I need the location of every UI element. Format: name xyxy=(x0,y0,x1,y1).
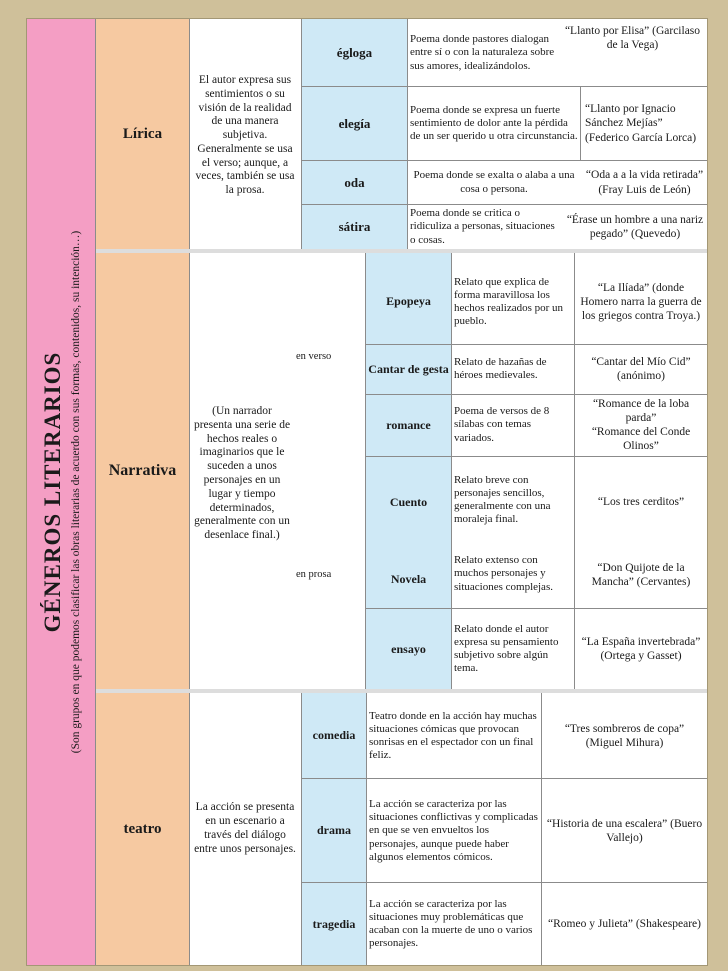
title-column xyxy=(27,19,95,965)
cuento-definition: Relato breve con personajes sencillos, generalmente con una moraleja final. xyxy=(454,473,551,526)
epopeya-definition: Relato que explica de forma maravillosa los hechos realizados por un pueblo. xyxy=(454,275,564,328)
subtitle: (Son grupos en que podemos clasificar las obras literarias de acuerdo con sus formas, contenidos, su intención…) xyxy=(70,230,82,754)
novela-definition: Relato extenso con muchos personajes y situaciones complejas. xyxy=(454,554,553,593)
genre-narrativa: Narrativa xyxy=(96,253,189,689)
comedia-definition: Teatro donde en la acción hay muchas situaciones cómicas que provocan sonrisas en el espectador con un final feliz. xyxy=(369,709,537,762)
genres-table xyxy=(26,18,708,966)
egloga-example: “Llanto por Elisa” (Garcilaso de la Vega) xyxy=(564,24,701,51)
main-title: GÉNEROS LITERARIOS xyxy=(40,351,65,633)
subgenre-elegia: elegía xyxy=(302,87,407,160)
tragedia-definition: La acción se caracteriza por las situaciones muy problemáticas que acaban con la muerte de uno o varios personajes. xyxy=(369,897,533,950)
novela-example: “Don Quijote de la Mancha” (Cervantes) xyxy=(591,561,691,588)
label-en-prosa: en prosa xyxy=(296,568,332,580)
subgenre-ensayo: ensayo xyxy=(391,641,426,656)
comedia-example: “Tres sombreros de copa” (Miguel Mihura) xyxy=(564,722,685,749)
cuento-example: “Los tres cerditos” xyxy=(597,495,685,508)
romance-definition: Poema de versos de 8 sílabas con temas variados. xyxy=(454,405,550,444)
ensayo-definition: Relato donde el autor expresa su pensamiento subjetivo sobre algún tema. xyxy=(454,622,559,675)
epopeya-example: “La Ilíada” (donde Homero narra la guerra de los griegos contra Troya.) xyxy=(580,281,702,322)
genre-teatro: teatro xyxy=(96,693,189,965)
elegia-example: “Llanto por Ignacio Sánchez Mejías” (Federico García Lorca) xyxy=(585,103,697,144)
subgenre-egloga: égloga xyxy=(302,19,407,86)
drama-definition: La acción se caracteriza por las situaciones conflictivas y complicadas en que se ven envueltos los personajes, aunque puede haber algunos elementos cómicos. xyxy=(369,798,538,863)
narrativa-description: (Un narrador presenta una serie de hechos reales o imaginarios que le suceden a unos personajes en un lugar y tiempo determinados, generalmente con un desenlace final.) xyxy=(193,405,291,542)
cantar-definition: Relato de hazañas de héroes medievales. xyxy=(454,355,547,381)
ensayo-example: “La España invertebrada” (Ortega y Gasset) xyxy=(581,635,701,662)
subgenre-romance: romance xyxy=(386,417,431,432)
lirica-description: El autor expresa sus sentimientos o su visión de la realidad de una manera subjetiva. Generalmente se usa el verso; aunque, a veces, también se usa la prosa. xyxy=(195,73,295,197)
subgenre-cuento: Cuento xyxy=(389,494,428,509)
subgenre-tragedia: tragedia xyxy=(302,883,366,965)
genre-lirica: Lírica xyxy=(96,19,189,249)
satira-example: “Érase un hombre a una nariz pegado” (Quevedo) xyxy=(566,213,704,240)
elegia-definition: Poema donde se expresa un fuerte sentimiento de dolor ante la pérdida de un ser querido u otra circunstancia. xyxy=(410,103,578,143)
subgenre-drama: drama xyxy=(302,779,366,882)
romance-example-1: “Romance de la loba parda” xyxy=(592,397,690,424)
cantar-example: “Cantar del Mío Cid” (anónimo) xyxy=(591,355,691,382)
oda-definition: Poema donde se exalta o alaba a una cosa o persona. xyxy=(413,169,575,195)
egloga-definition: Poema donde pastores dialogan entre sí o con la naturaleza sobre sus amores, idealizándolos. xyxy=(410,33,555,72)
subgenre-oda: oda xyxy=(302,161,407,204)
label-en-verso: en verso xyxy=(296,350,332,362)
drama-example: “Historia de una escalera” (Buero Vallejo) xyxy=(546,817,703,844)
teatro-description: La acción se presenta en un escenario a través del diálogo entre unos personajes. xyxy=(194,801,296,855)
satira-definition: Poema donde se critica o ridiculiza a personas, situaciones o cosas. xyxy=(410,207,555,246)
subgenre-cantar-de-gesta: Cantar de gesta xyxy=(368,362,449,376)
romance-example-2: “Romance del Conde Olinos” xyxy=(591,425,691,452)
subgenre-epopeya: Epopeya xyxy=(386,293,431,308)
oda-example: “Oda a a la vida retirada” (Fray Luis de León) xyxy=(585,169,704,196)
tragedia-example: “Romeo y Julieta” (Shakespeare) xyxy=(548,917,701,930)
subgenre-comedia: comedia xyxy=(302,693,366,778)
subgenre-satira: sátira xyxy=(302,205,407,249)
subgenre-novela: Novela xyxy=(390,571,427,586)
